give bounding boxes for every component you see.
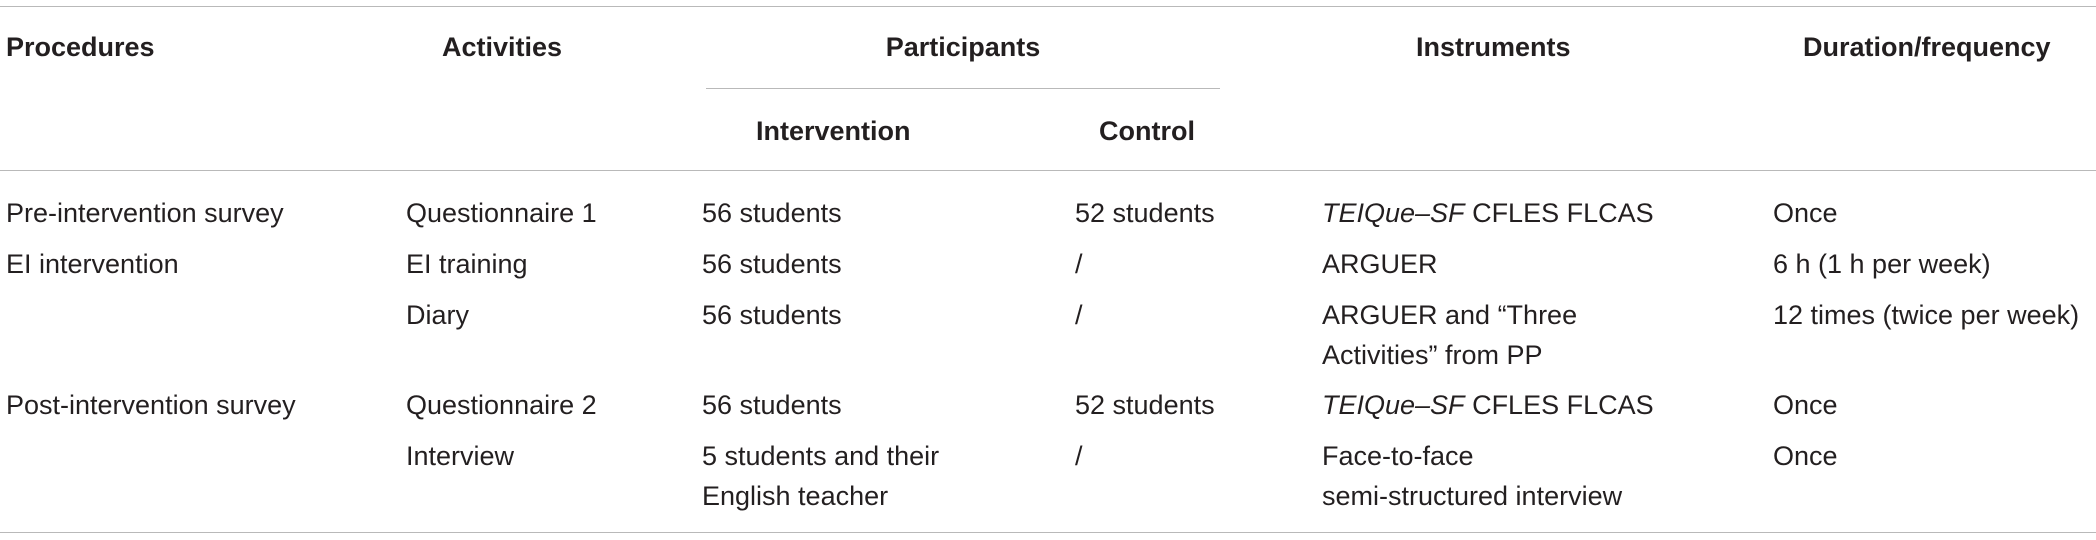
instrument-rest: CFLES FLCAS [1464, 198, 1654, 228]
cell-duration: 6 h (1 h per week) [1773, 249, 1991, 279]
cell-activity: Interview [406, 441, 515, 471]
cell-procedure: Post-intervention survey [6, 390, 296, 420]
cell-instrument-line1: ARGUER and “Three [1322, 300, 1578, 330]
cell-instrument-line1: Face-to-face [1322, 441, 1474, 471]
header-intervention: Intervention [756, 116, 911, 146]
cell-procedure: EI intervention [6, 249, 179, 279]
header-procedures: Procedures [6, 32, 155, 62]
cell-duration: Once [1773, 390, 1838, 420]
instrument-italic-name: TEIQue–SF [1322, 390, 1465, 420]
cell-control: / [1075, 249, 1083, 279]
cell-duration: 12 times (twice per week) [1773, 300, 2080, 330]
header-duration: Duration/frequency [1803, 32, 2051, 62]
cell-duration: Once [1773, 198, 1838, 228]
cell-control: 52 students [1075, 198, 1215, 228]
cell-intervention-line1: 5 students and their [702, 441, 940, 471]
table-top-rule [0, 6, 2096, 7]
cell-intervention-line2: English teacher [702, 481, 889, 511]
cell-control: / [1075, 300, 1083, 330]
header-control: Control [1099, 116, 1195, 146]
cell-intervention: 56 students [702, 198, 842, 228]
participants-span-rule [706, 88, 1220, 89]
cell-instrument [1322, 385, 1654, 425]
cell-instrument [1322, 193, 1654, 233]
header-bottom-rule [0, 170, 2096, 171]
instrument-italic-name: TEIQue–SF [1322, 198, 1465, 228]
cell-activity: Questionnaire 1 [406, 198, 597, 228]
cell-intervention: 56 students [702, 249, 842, 279]
cell-activity: EI training [406, 249, 528, 279]
cell-intervention: 56 students [702, 390, 842, 420]
cell-instrument: ARGUER [1322, 249, 1438, 279]
cell-instrument-line2: Activities” from PP [1322, 340, 1543, 370]
cell-control: 52 students [1075, 390, 1215, 420]
cell-intervention: 56 students [702, 300, 842, 330]
cell-duration: Once [1773, 441, 1838, 471]
instrument-rest: CFLES FLCAS [1464, 390, 1654, 420]
cell-procedure: Pre-intervention survey [6, 198, 284, 228]
cell-instrument-line2: semi-structured interview [1322, 481, 1623, 511]
cell-activity: Questionnaire 2 [406, 390, 597, 420]
cell-control: / [1075, 441, 1083, 471]
cell-activity: Diary [406, 300, 470, 330]
header-participants: Participants [885, 32, 1041, 62]
header-instruments: Instruments [1416, 32, 1571, 62]
table-bottom-rule [0, 532, 2096, 533]
header-activities: Activities [442, 32, 563, 62]
